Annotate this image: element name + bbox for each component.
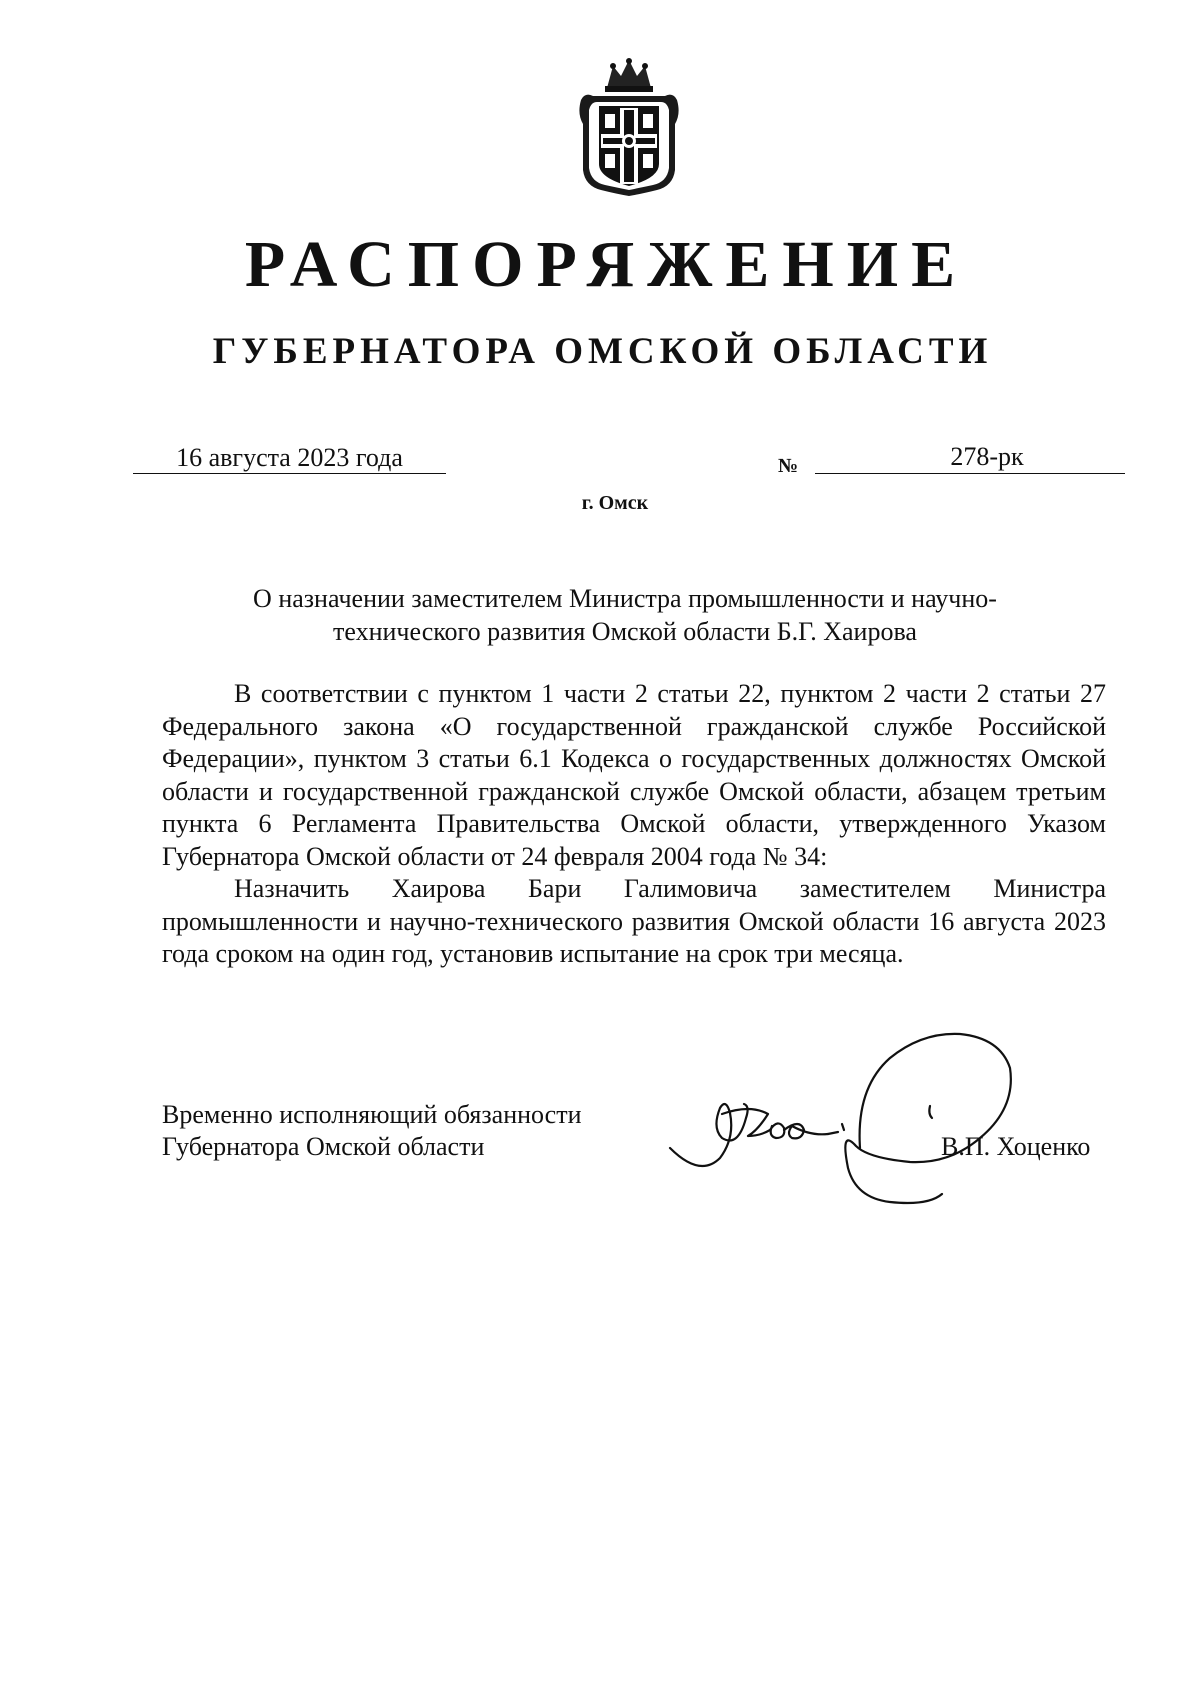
number-label: № [778,455,799,477]
coat-of-arms-icon [573,58,685,198]
document-number: 278-рк [950,442,1024,471]
issuer-title: ГУБЕРНАТОРА ОМСКОЙ ОБЛАСТИ [212,331,993,372]
heading-line-1: О назначении заместителем Министра промышленности и научно- [253,584,997,613]
heading-line-2: технического развития Омской области Б.Г. Хаирова [333,617,917,646]
document-heading [180,582,1070,648]
signer-name: В.П. Хоценко [941,1132,1091,1161]
body-paragraph-legal-basis: В соответствии с пунктом 1 части 2 статьи 22, пунктом 2 части 2 статьи 27 Федерального закона «О государственной гражданской службе Российской Федерации», пунктом 3 статьи 6.1 Кодекса о государственных должностях Омской области и государственной гражданской службе Омской области, абзацем третьим пункта 6 Регламента Правительства Омской области, утвержденного Указом Губернатора Омской области от 24 февраля 2004 года № 34: [162,679,1106,871]
document-date: 16 августа 2023 года [133,443,446,474]
document-body [162,678,1106,971]
document-number-field [815,441,1125,474]
signer-position-line-1: Временно исполняющий обязанности [162,1100,582,1129]
body-paragraph-appointment: Назначить Хаирова Бари Галимовича заместителем Министра промышленности и научно-технического развития Омской области 16 августа 2023 года сроком на один год, установив испытание на срок три месяца. [162,874,1106,968]
document-type-title: РАСПОРЯЖЕНИЕ [244,228,969,301]
handwritten-signature-icon [660,1018,1100,1218]
signer-position [162,1099,582,1163]
document-city: г. Омск [581,492,649,514]
signer-position-line-2: Губернатора Омской области [162,1132,485,1161]
